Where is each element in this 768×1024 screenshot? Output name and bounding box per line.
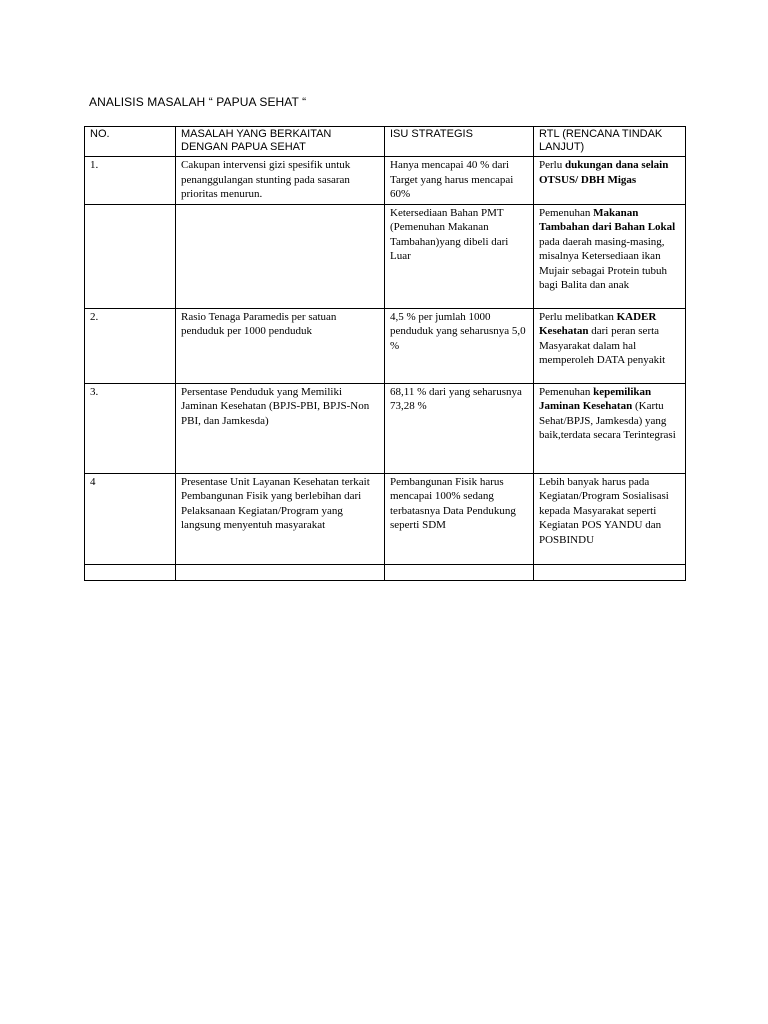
cell-no: 4: [85, 473, 176, 564]
rtl-bold-text: Makanan Tambahan dari Bahan Lokal: [539, 206, 676, 233]
table-row-empty: [85, 564, 686, 580]
cell-rtl: [534, 308, 686, 383]
cell-rtl: [534, 473, 686, 564]
rtl-text: Pemenuhan: [539, 206, 594, 219]
document-title: ANALISIS MASALAH “ PAPUA SEHAT “: [89, 95, 307, 109]
analysis-table: [84, 126, 686, 581]
rtl-bold-text: KADER Kesehatan: [539, 310, 657, 337]
header-rtl: RTL (RENCANA TINDAK LANJUT): [534, 127, 686, 157]
cell-masalah: Cakupan intervensi gizi spesifik untuk penanggulangan stunting pada sasaran prioritas menurun.: [176, 157, 385, 205]
cell-no: 2.: [85, 308, 176, 383]
cell-isu-strategis: Hanya mencapai 40 % dari Target yang harus mencapai 60%: [385, 157, 534, 205]
table-row: [85, 473, 686, 564]
cell-empty: [85, 564, 176, 580]
header-isu-strategis: ISU STRATEGIS: [385, 127, 534, 157]
rtl-text: Lebih banyak harus pada Kegiatan/Program Sosialisasi kepada Masyarakat seperti Kegiatan POS YANDU dan POSBINDU: [539, 475, 669, 546]
cell-isu-strategis: Pembangunan Fisik harus mencapai 100% sedang terbatasnya Data Pendukung seperti SDM: [385, 473, 534, 564]
table-header-row: [85, 127, 686, 157]
cell-empty: [176, 564, 385, 580]
cell-masalah: Persentase Penduduk yang Memiliki Jaminan Kesehatan (BPJS-PBI, BPJS-Non PBI, dan Jamkesda): [176, 383, 385, 473]
cell-isu-strategis: Ketersediaan Bahan PMT (Pemenuhan Makanan Tambahan)yang dibeli dari Luar: [385, 204, 534, 308]
table-row: [85, 383, 686, 473]
rtl-text: Perlu: [539, 159, 565, 171]
cell-no: 1.: [85, 157, 176, 205]
table-row: [85, 157, 686, 205]
cell-no: 3.: [85, 383, 176, 473]
rtl-bold-text: kepemilikan Jaminan Kesehatan: [539, 385, 652, 412]
cell-isu-strategis: 4,5 % per jumlah 1000 penduduk yang seharusnya 5,0 %: [385, 308, 534, 383]
rtl-text: dari peran serta Masyarakat dalam hal memperoleh DATA penyakit: [539, 325, 666, 366]
cell-masalah: Rasio Tenaga Paramedis per satuan penduduk per 1000 penduduk: [176, 308, 385, 383]
cell-empty: [534, 564, 686, 580]
rtl-text: Pemenuhan: [539, 385, 594, 398]
cell-empty: [385, 564, 534, 580]
cell-rtl: [534, 204, 686, 308]
cell-masalah: Presentase Unit Layanan Kesehatan terkait Pembangunan Fisik yang berlebihan dari Pelaksanaan Kegiatan/Program yang langsung menyentuh masyarakat: [176, 473, 385, 564]
rtl-text: pada daerah masing-masing, misalnya Ketersediaan ikan Mujair sebagai Protein tubuh bagi Balita dan anak: [539, 235, 668, 291]
cell-rtl: [534, 157, 686, 205]
header-masalah: MASALAH YANG BERKAITAN DENGAN PAPUA SEHAT: [176, 127, 385, 157]
cell-no: [85, 204, 176, 308]
rtl-text: Perlu melibatkan: [539, 310, 617, 323]
rtl-bold-text: dukungan dana selain OTSUS/ DBH Migas: [539, 159, 669, 186]
table-row: [85, 204, 686, 308]
cell-masalah: [176, 204, 385, 308]
header-no: NO.: [85, 127, 176, 157]
rtl-text: (Kartu Sehat/BPJS, Jamkesda) yang baik,terdata secara Terintegrasi: [539, 400, 676, 441]
table-row: [85, 308, 686, 383]
cell-rtl: [534, 383, 686, 473]
cell-isu-strategis: 68,11 % dari yang seharusnya 73,28 %: [385, 383, 534, 473]
